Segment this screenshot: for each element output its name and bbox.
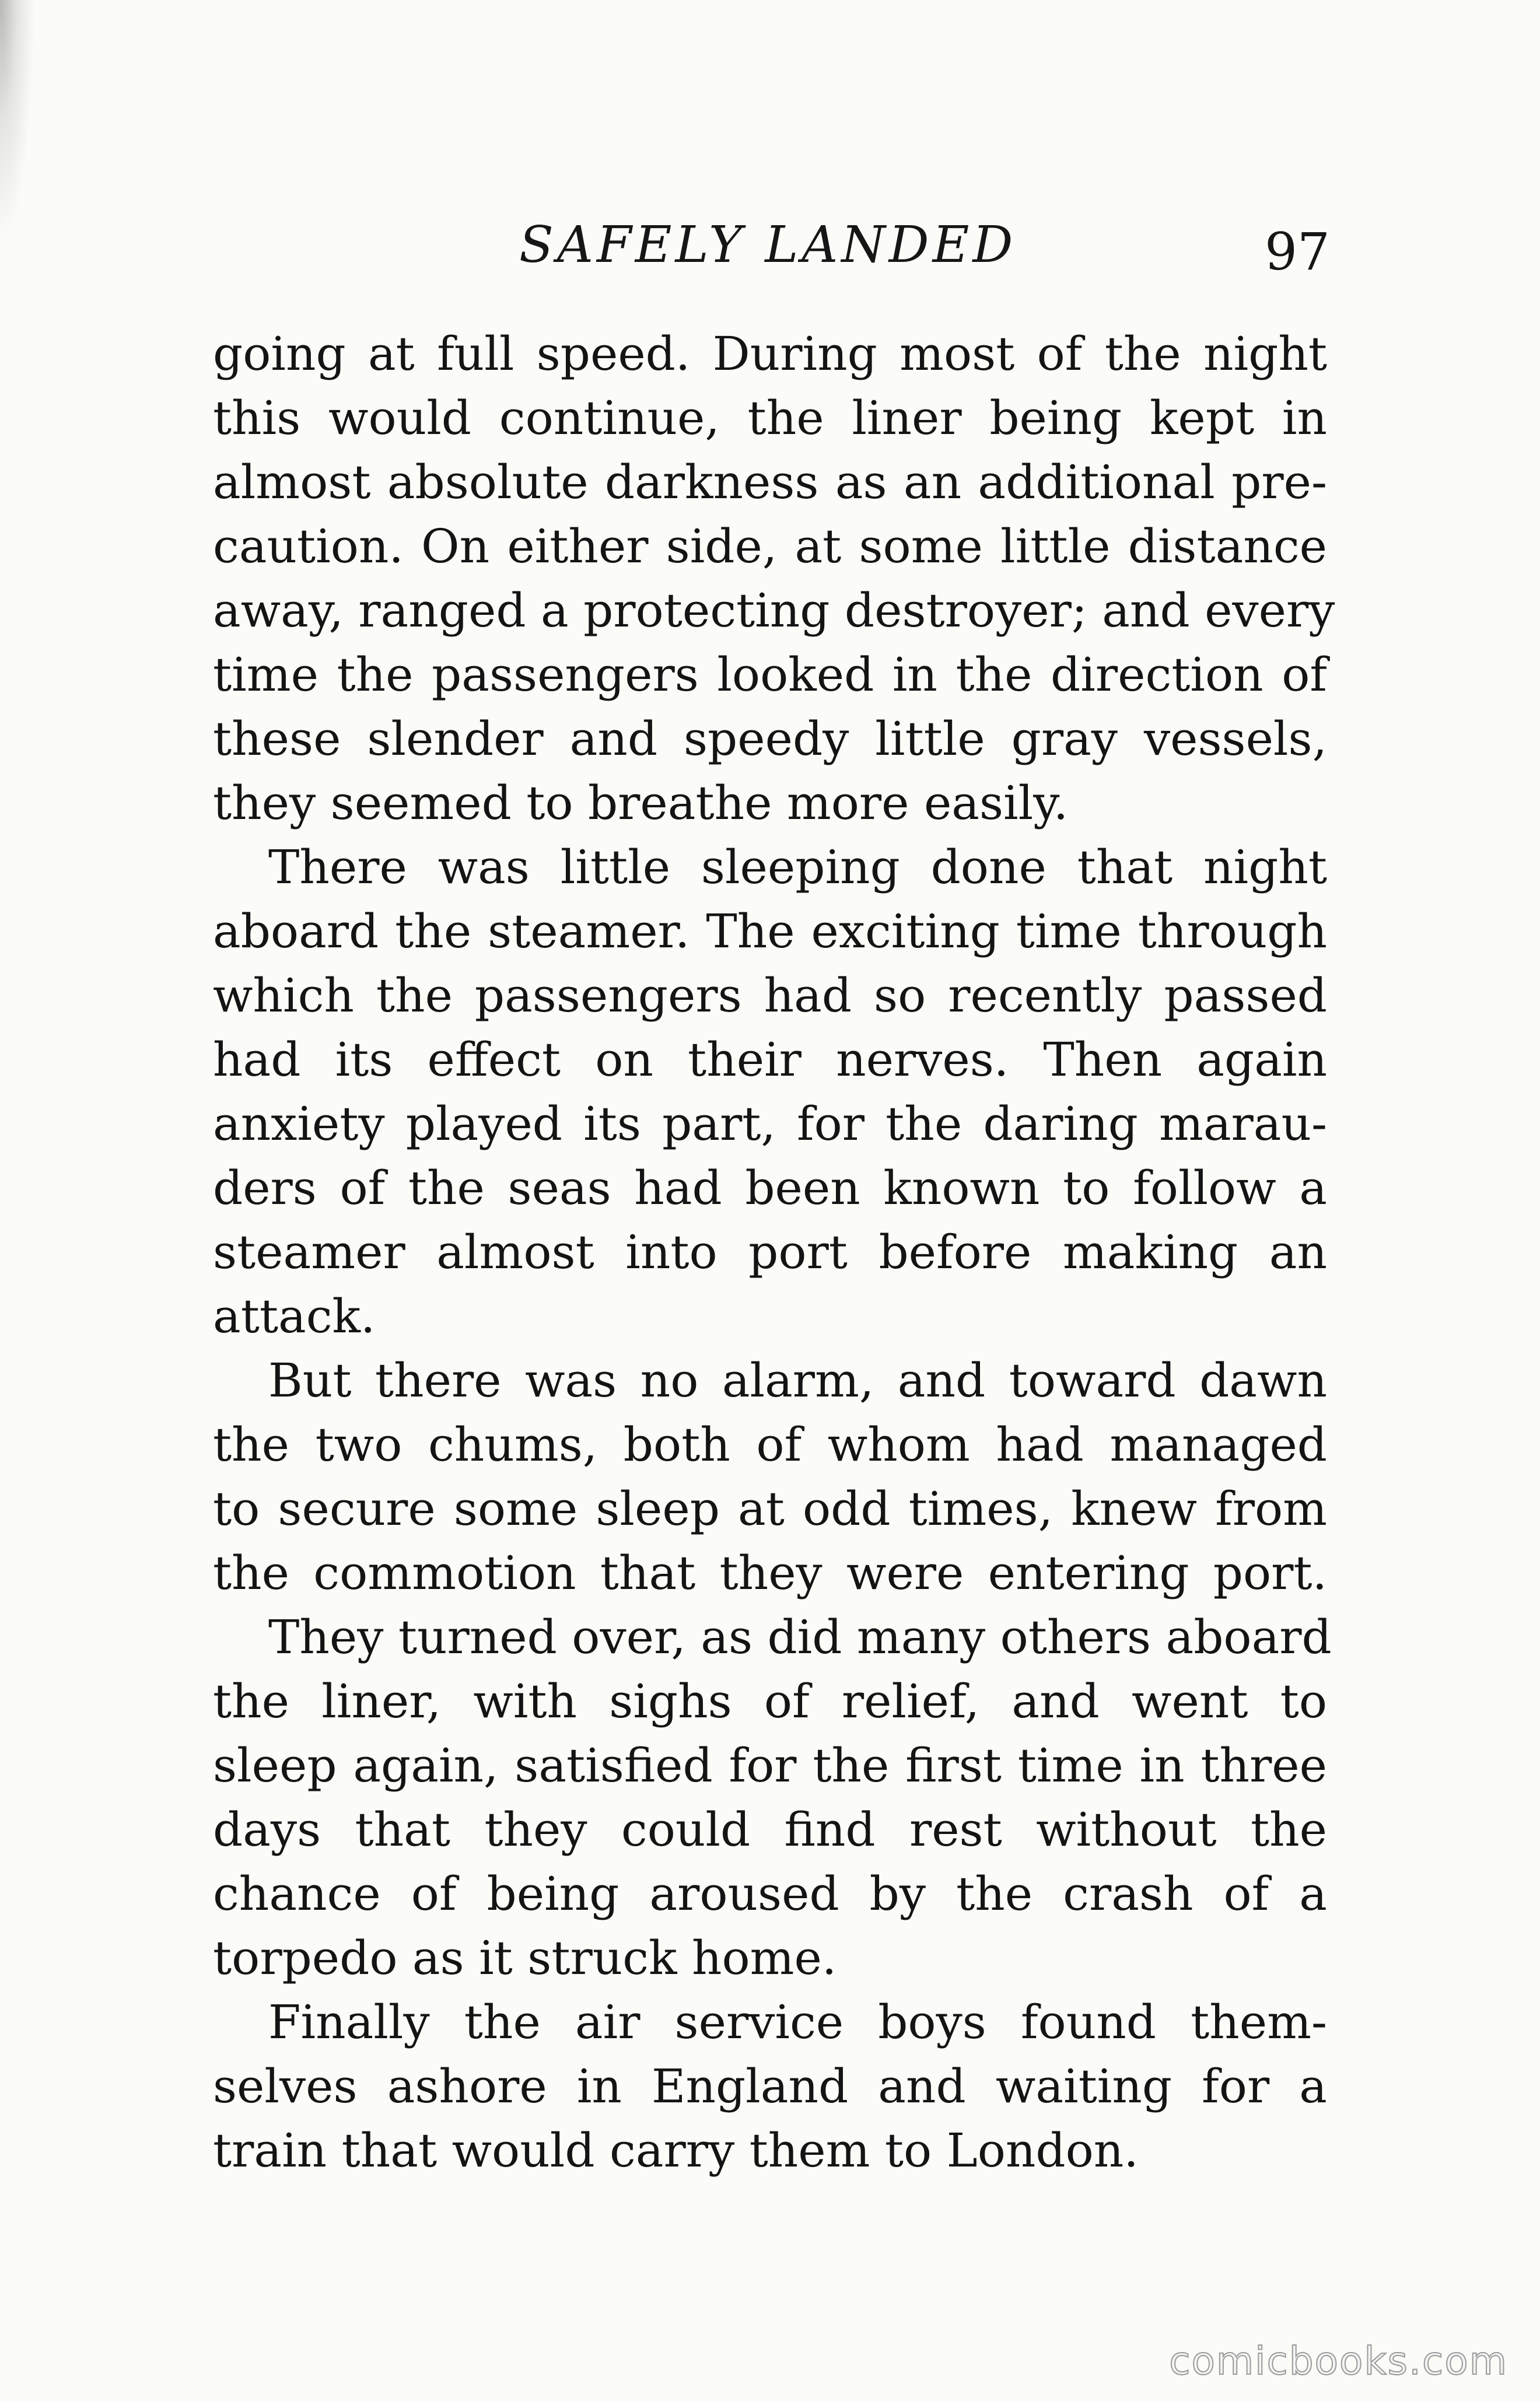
text-line: ders of the seas had been known to follow a: [213, 1161, 1327, 1215]
page-number: 97: [1265, 222, 1330, 282]
text-line: to secure some sleep at odd times, knew from: [213, 1482, 1327, 1536]
text-line: Finally the air service boys found them-: [268, 1995, 1327, 2049]
running-title: SAFELY LANDED: [519, 216, 1017, 274]
text-line: almost absolute darkness as an additional pre-: [213, 455, 1327, 509]
text-line: attack.: [213, 1289, 376, 1343]
text-line: There was little sleeping done that night: [268, 840, 1327, 894]
text-line: caution. On either side, at some little distance: [213, 519, 1327, 573]
text-line: sleep again, satisfied for the first time in three: [213, 1738, 1327, 1793]
text-line: the commotion that they were entering port.: [213, 1546, 1327, 1600]
text-line: going at full speed. During most of the night: [213, 327, 1327, 381]
page-header: [216, 210, 1330, 280]
body-text: [213, 322, 1335, 2183]
text-line: aboard the steamer. The exciting time through: [213, 904, 1327, 958]
scan-edge-shadow: [0, 0, 35, 245]
text-line: these slender and speedy little gray vessels,: [213, 712, 1327, 766]
text-line: days that they could find rest without the: [213, 1803, 1327, 1857]
text-line: train that would carry them to London.: [213, 2123, 1139, 2178]
text-line: away, ranged a protecting destroyer; and every: [213, 583, 1335, 638]
text-line: chance of being aroused by the crash of a: [213, 1867, 1327, 1921]
text-line: anxiety played its part, for the daring marau-: [213, 1097, 1327, 1151]
text-line: they seemed to breathe more easily.: [213, 776, 1069, 830]
text-line: selves ashore in England and waiting for a: [213, 2059, 1327, 2113]
text-line: this would continue, the liner being kept in: [213, 391, 1327, 445]
text-line: the two chums, both of whom had managed: [213, 1418, 1327, 1472]
text-line: time the passengers looked in the direction of: [213, 648, 1327, 702]
text-line: They turned over, as did many others aboard: [268, 1610, 1332, 1664]
text-line: which the passengers had so recently passed: [213, 968, 1327, 1023]
text-line: the liner, with sighs of relief, and went to: [213, 1674, 1327, 1728]
text-line: torpedo as it struck home.: [213, 1931, 837, 1985]
text-line: had its effect on their nerves. Then again: [213, 1032, 1327, 1087]
text-line: But there was no alarm, and toward dawn: [268, 1353, 1327, 1408]
watermark: comicbooks.com: [1169, 2339, 1508, 2384]
text-line: steamer almost into port before making an: [213, 1225, 1327, 1279]
